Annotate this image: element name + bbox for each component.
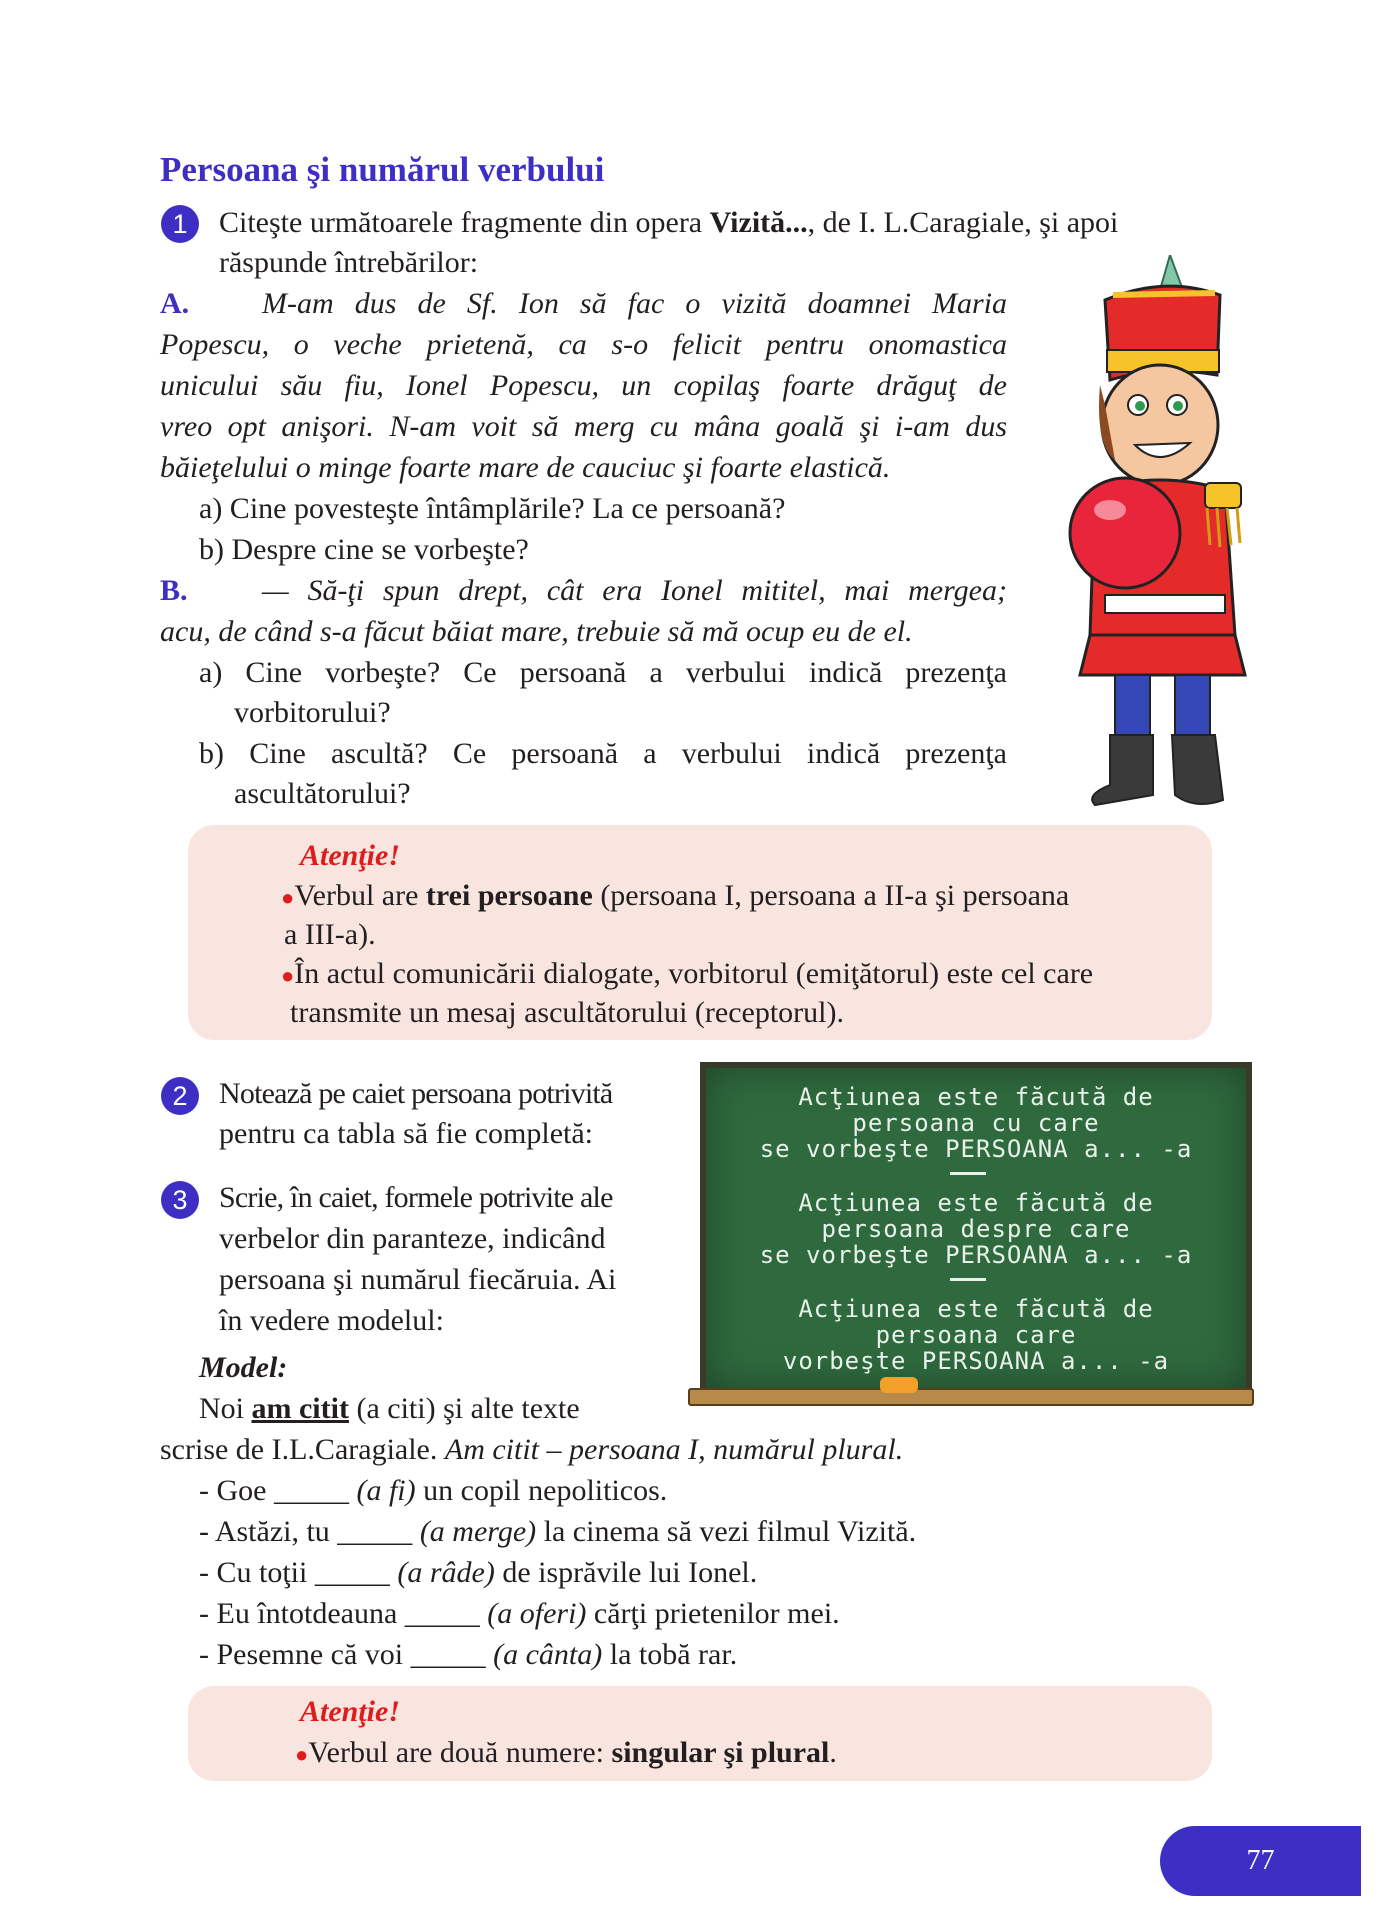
question-b: b) Despre cine se vorbeşte? [199,533,529,566]
sponge-icon [880,1377,918,1393]
board-line: persoana despre care [821,1215,1131,1243]
question-b-a: a) Cine vorbeşte? Ce persoană a verbului indică prezenţa [199,656,1007,689]
question-b-b-cont: ascultătorului? [234,777,411,810]
page-title: Persoana şi numărul verbului [160,150,605,189]
model-sentence-cont: scrise de I.L.Caragiale. Am citit – persoana I, numărul plural. [160,1433,904,1466]
attention-heading: Atenţie! [300,1695,401,1728]
question-b-a-cont: vorbitorului? [234,696,391,729]
ex3-instruction: Scrie, în caiet, formele potrivite ale [219,1181,613,1214]
fragment-a-line: vreo opt anişori. N-am voit să merg cu mâna goală şi i-am dus [160,410,1007,443]
ex3-instruction: în vedere modelul: [219,1304,444,1337]
fragment-a-line: Popescu, o veche prietenă, ca s-o felicit pentru onomastica [160,328,1007,361]
ex1-instruction-2: răspunde întrebărilor: [219,246,479,279]
board-line: persoana cu care [852,1109,1100,1137]
question-b-b: b) Cine ascultă? Ce persoană a verbului indică prezenţa [199,737,1007,770]
attention-bullet-1-cont: a III-a). [284,918,376,951]
fragment-a-line: unicului său fiu, Ionel Popescu, un copilaş foarte drăguţ de [160,369,1007,402]
exercise-3-number: 3 [161,1181,199,1219]
fragment-b-line: acu, de când s-a făcut băiat mare, trebuie să mă ocup eu de el. [160,615,913,648]
ex2-instruction-2: pentru ca tabla să fie completă: [219,1117,593,1150]
exercise-item: - Pesemne că voi _____ (a cânta) la tobă rar. [199,1638,738,1671]
exercise-item: - Eu întotdeauna _____ (a oferi) cărţi prietenilor mei. [199,1597,840,1630]
fragment-a-line: băieţelului o minge foarte mare de cauciuc şi foarte elastică. [160,451,891,484]
exercise-item: - Cu toţii _____ (a râde) de isprăvile lui Ionel. [199,1556,758,1589]
exercise-1-number: 1 [161,205,199,243]
board-line: se vorbeşte PERSOANA a... -a [759,1241,1193,1269]
bullet-dot-icon: ● [281,885,295,911]
page-number: 77 [1160,1826,1361,1896]
boy-illustration [1035,255,1260,815]
board-dash [950,1278,986,1281]
board-line: persoana care [875,1321,1077,1349]
fragment-a-line: M-am dus de Sf. Ion să fac o vizită doamnei Maria [262,287,1007,320]
ex2-instruction: Notează pe caiet persoana potrivită [219,1077,613,1110]
bullet-dot-icon: ● [295,1742,309,1768]
board-dash [950,1172,986,1175]
exercise-2-number: 2 [161,1077,199,1115]
question-a: a) Cine povesteşte întâmplările? La ce persoană? [199,492,786,525]
attention-bullet-1: ●Verbul are trei persoane (persoana I, persoana a II-a şi persoana [281,879,1070,912]
attention-bullet-2-cont: transmite un mesaj ascultătorului (receptorul). [290,996,844,1029]
attention-heading: Atenţie! [300,839,401,872]
ex1-instruction: Citeşte următoarele fragmente din opera Vizită..., de I. L.Caragiale, şi apoi [219,206,1119,239]
fragment-b-line: — Să-ţi spun drept, cât era Ionel mititel, mai mergea; [262,574,1007,607]
ex3-instruction: verbelor din paranteze, indicând [219,1222,606,1255]
fragment-b-label: B. [160,574,188,607]
board-line: se vorbeşte PERSOANA a... -a [759,1135,1193,1163]
bullet-dot-icon: ● [281,963,295,989]
model-label: Model: [199,1351,288,1384]
attention-bullet-2: ●În actul comunicării dialogate, vorbitorul (emiţătorul) este cel care [281,957,1094,990]
exercise-item: - Goe _____ (a fi) un copil nepoliticos. [199,1474,668,1507]
board-line: Acţiunea este făcută de [798,1189,1154,1217]
model-sentence: Noi am citit (a citi) şi alte texte [199,1392,580,1425]
ex3-instruction: persoana şi numărul fiecăruia. Ai [219,1263,617,1296]
board-line: vorbeşte PERSOANA a... -a [782,1347,1170,1375]
board-line: Acţiunea este făcută de [798,1295,1154,1323]
fragment-a-label: A. [160,287,190,320]
exercise-item: - Astăzi, tu _____ (a merge) la cinema să vezi filmul Vizită. [199,1515,917,1548]
board-line: Acţiunea este făcută de [798,1083,1154,1111]
blackboard-ledge [688,1388,1254,1406]
attention-bullet: ●Verbul are două numere: singular şi plural. [295,1736,837,1769]
